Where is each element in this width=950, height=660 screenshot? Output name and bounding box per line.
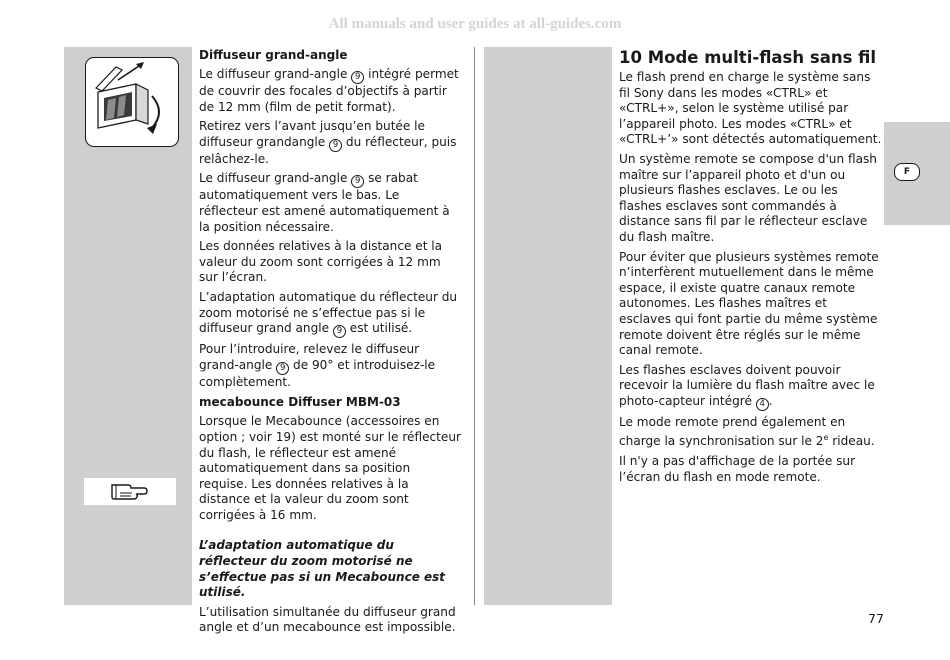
text: Le diffuseur grand-angle [199, 171, 352, 186]
text: se rabat automatiquement vers le bas. Le réflecteur est amené automatiquement à la position nécessaire. [199, 171, 450, 234]
language-badge: F [894, 163, 920, 181]
callout-number: 9 [276, 362, 289, 375]
callout-number: 9 [333, 325, 346, 338]
middle-margin-bar [484, 47, 612, 605]
text: L’adaptation automatique du réflecteur du zoom motorisé ne s’effectue pas si le diffuseur grand angle [199, 289, 458, 336]
wide-angle-diffuser-illustration [85, 57, 179, 147]
paragraph: Les données relatives à la distance et la valeur du zoom sont corrigées à 12 mm sur l’écran. [199, 239, 443, 285]
paragraph: Le flash prend en charge le système sans fil Sony dans les modes «CTRL» et «CTRL+», selon le système utilisé par l’appareil photo. Les modes «CTRL» et «CTRL+’» sont détectés automatiquement. [619, 70, 882, 147]
paragraph [619, 415, 882, 450]
paragraph: Il n'y a pas d'affichage de la portée sur l’écran du flash en mode remote. [619, 454, 856, 484]
page-number: 77 [868, 611, 884, 626]
text: intégré permet de couvrir des focales d’objectifs à partir de 12 mm (film de petit format). [199, 67, 459, 114]
paragraph [199, 171, 461, 235]
column-divider [474, 47, 475, 605]
paragraph [199, 290, 461, 338]
pointing-hand-icon [84, 478, 176, 505]
text: Retirez vers l’avant jusqu’en butée le diffuseur grandangle [199, 119, 425, 149]
paragraph: Lorsque le Mecabounce (accessoires en option ; voir 19) est monté sur le réflecteur du flash, le réflecteur est amené automatiquement dans sa position requise. Les données relatives à la distance et la valeur du zoom sont corrigées à 16 mm. [199, 414, 461, 522]
chapter-title: 10 Mode multi-flash sans fil [619, 48, 877, 67]
section-heading-mecabounce: mecabounce Diffuser MBM-03 [199, 395, 401, 410]
callout-number: 4 [756, 398, 769, 411]
paragraph [199, 67, 461, 115]
callout-number: 9 [351, 175, 364, 188]
left-text-column [199, 47, 461, 640]
flash-diffuser-drawing [86, 58, 178, 146]
paragraph [619, 363, 882, 411]
text: Le diffuseur grand-angle [199, 67, 352, 81]
superscript: e [823, 433, 829, 443]
watermark: All manuals and user guides at all-guides.com [328, 16, 622, 32]
note-text: L’adaptation automatique du réflecteur du zoom motorisé ne s’effectue pas si un Mecabounce est utilisé. [199, 538, 446, 600]
callout-number: 9 [351, 71, 364, 84]
right-text-column [619, 47, 882, 489]
callout-number: 9 [329, 139, 342, 152]
text: est utilisé. [345, 321, 413, 336]
paragraph: L’utilisation simultanée du diffuseur grand angle et d’un mecabounce est impossible. [199, 604, 456, 635]
text: Les flashes esclaves doivent pouvoir recevoir la lumière du flash maître avec le photo-capteur intégré [619, 362, 875, 408]
text: Pour l’introduire, relevez le diffuseur grand-angle [199, 342, 420, 372]
note-hand-icon [84, 478, 176, 505]
paragraph: Pour éviter que plusieurs systèmes remote n’interfèrent mutuellement dans le même espace, il existe quatre canaux remote autonomes. Les flashes maîtres et esclaves qui font partie du même système remote doivent être réglés sur le même canal remote. [619, 249, 879, 358]
paragraph [199, 342, 461, 390]
text: . [768, 393, 773, 408]
text: de 90° et introduisez-le complètement. [199, 357, 436, 389]
paragraph: Un système remote se compose d'un flash maître sur l’appareil photo et d'un ou plusieurs flashes esclaves. Le ou les flashes esclaves sont commandés à distance sans fil par le réflecteur esclave du flash maître. [619, 151, 877, 244]
paragraph [199, 119, 461, 167]
text: rideau. [828, 434, 875, 449]
text: du réflecteur, puis relâchez-le. [199, 134, 457, 166]
section-heading-wide-angle: Diffuseur grand-angle [199, 48, 348, 62]
text: Le mode remote prend également en charge la synchronisation sur le 2 [619, 414, 846, 449]
